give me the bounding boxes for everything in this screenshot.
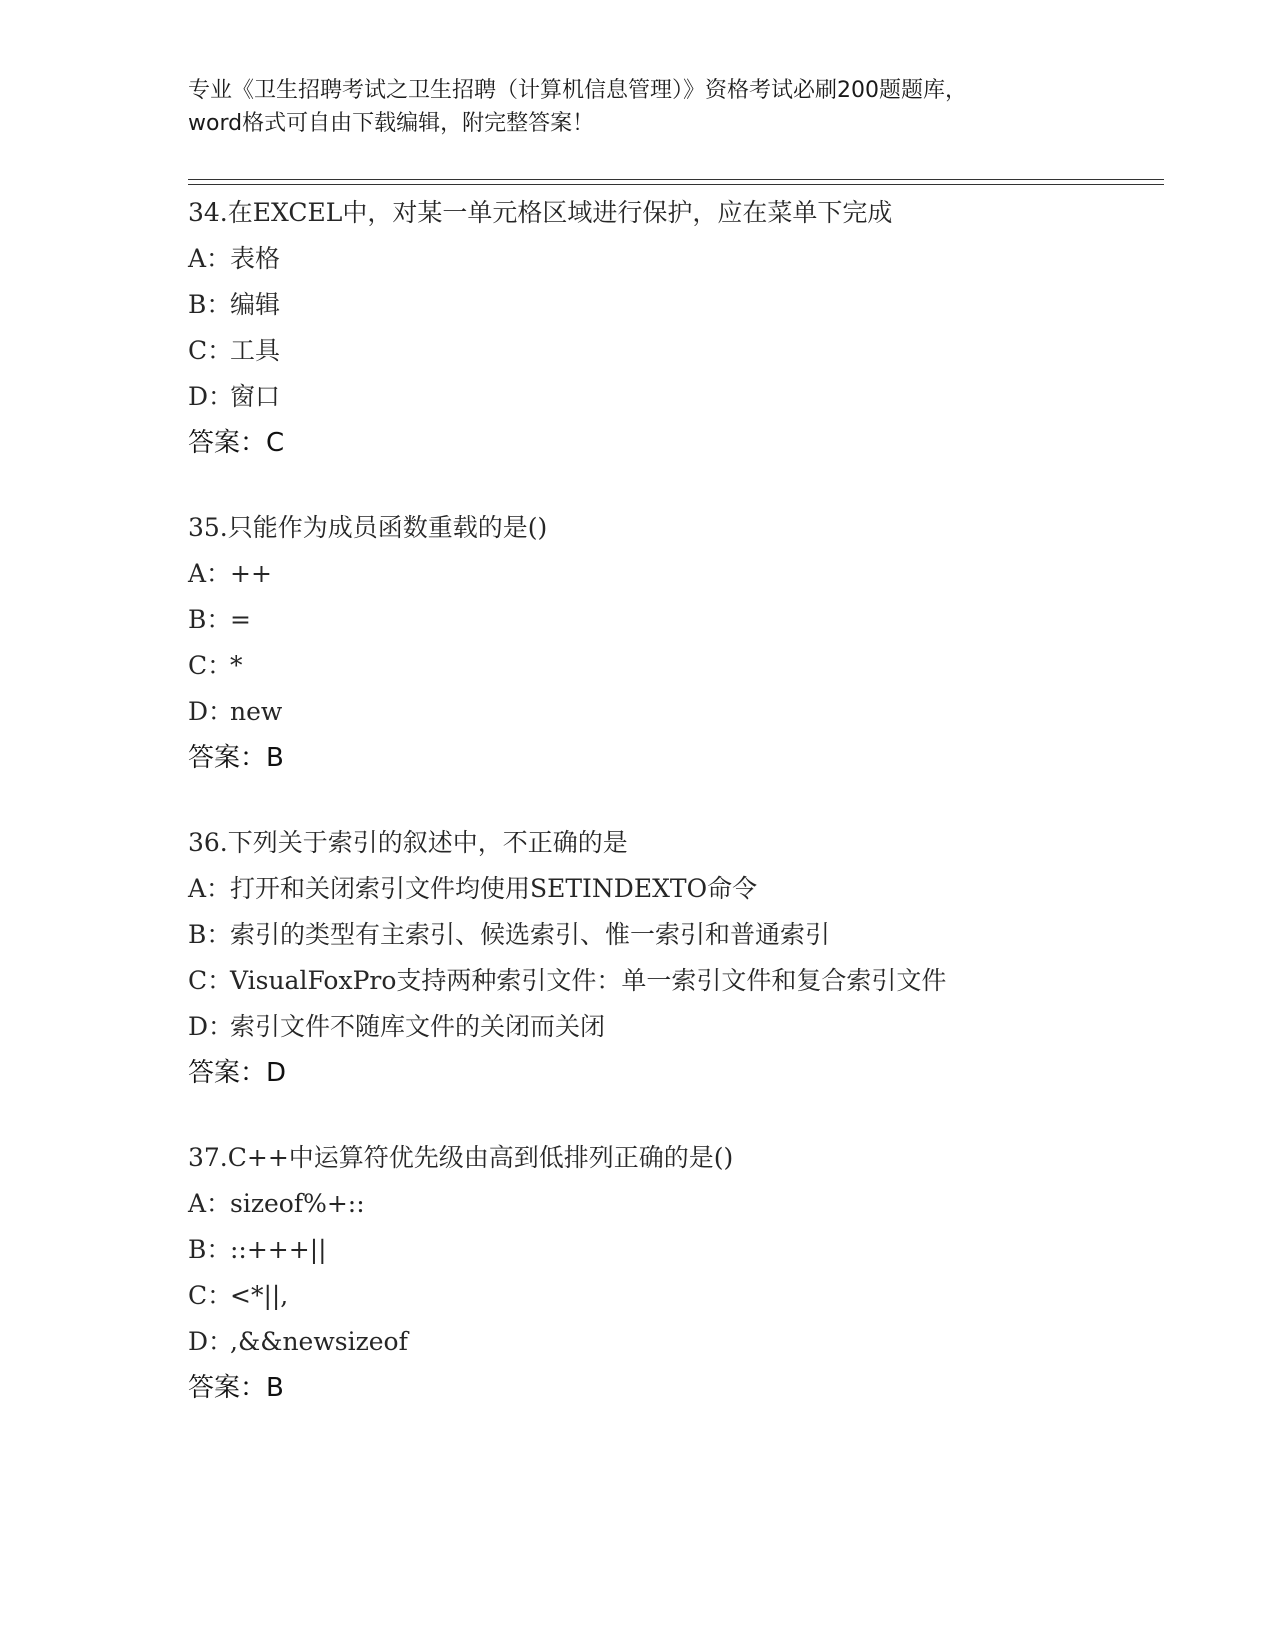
option-text: ++ xyxy=(230,559,272,588)
option-c xyxy=(188,958,1148,1004)
option-text: new xyxy=(230,697,283,726)
option-a xyxy=(188,551,1148,597)
option-b xyxy=(188,282,1148,328)
option-text: * xyxy=(230,651,243,680)
option-label: B： xyxy=(188,605,232,634)
answer-line: 答案：C xyxy=(188,428,285,458)
option-text: 工具 xyxy=(230,336,281,365)
option-text: = xyxy=(230,605,251,634)
question-stem: 36.下列关于索引的叙述中，不正确的是 xyxy=(188,828,628,857)
header-divider-top xyxy=(188,179,1164,180)
option-text: ,&&newsizeof xyxy=(230,1327,408,1356)
option-label: C： xyxy=(188,966,233,995)
header-divider-bottom xyxy=(188,184,1164,185)
option-c xyxy=(188,1273,1148,1319)
question-stem: 34.在EXCEL中，对某一单元格区域进行保护，应在菜单下完成 xyxy=(188,198,893,227)
option-text: VisualFoxPro支持两种索引文件：单一索引文件和复合索引文件 xyxy=(230,966,947,995)
option-text: 索引的类型有主索引、候选索引、惟一索引和普通索引 xyxy=(230,920,831,949)
option-label: A： xyxy=(188,244,232,273)
option-c xyxy=(188,643,1148,689)
question-37 xyxy=(188,1135,1148,1411)
answer-line: 答案：D xyxy=(188,1058,287,1088)
option-label: D： xyxy=(188,697,234,726)
option-c xyxy=(188,328,1148,374)
option-a xyxy=(188,866,1148,912)
option-label: C： xyxy=(188,651,233,680)
option-a xyxy=(188,1181,1148,1227)
answer-line: 答案：B xyxy=(188,743,284,773)
document-header xyxy=(188,74,1088,140)
option-text: <*||, xyxy=(230,1281,289,1310)
header-title-line-1: 专业《卫生招聘考试之卫生招聘（计算机信息管理）》资格考试必刷200题题库， xyxy=(188,78,967,103)
question-stem: 35.只能作为成员函数重载的是() xyxy=(188,513,548,542)
option-label: D： xyxy=(188,1327,234,1356)
option-a xyxy=(188,236,1148,282)
option-text: 窗口 xyxy=(230,382,281,411)
header-title-line-2: word格式可自由下载编辑，附完整答案！ xyxy=(188,111,595,136)
option-label: C： xyxy=(188,1281,233,1310)
option-b xyxy=(188,1227,1148,1273)
option-label: B： xyxy=(188,1235,232,1264)
question-36 xyxy=(188,820,1148,1096)
option-text: ::+++|| xyxy=(230,1235,327,1264)
option-label: D： xyxy=(188,1012,234,1041)
option-d xyxy=(188,1004,1148,1050)
option-label: A： xyxy=(188,874,232,903)
question-stem: 37.C++中运算符优先级由高到低排列正确的是() xyxy=(188,1143,734,1172)
option-label: B： xyxy=(188,920,232,949)
question-34 xyxy=(188,190,1148,466)
option-label: C： xyxy=(188,336,233,365)
option-text: 打开和关闭索引文件均使用SETINDEXTO命令 xyxy=(230,874,758,903)
option-text: 索引文件不随库文件的关闭而关闭 xyxy=(230,1012,606,1041)
option-b xyxy=(188,912,1148,958)
option-d xyxy=(188,1319,1148,1365)
option-d xyxy=(188,689,1148,735)
option-label: A： xyxy=(188,559,232,588)
option-text: 编辑 xyxy=(230,290,281,319)
option-label: D： xyxy=(188,382,234,411)
option-b xyxy=(188,597,1148,643)
option-d xyxy=(188,374,1148,420)
option-label: A： xyxy=(188,1189,232,1218)
option-text: 表格 xyxy=(230,244,281,273)
question-35 xyxy=(188,505,1148,781)
option-text: sizeof%+:: xyxy=(230,1189,365,1218)
answer-line: 答案：B xyxy=(188,1373,284,1403)
option-label: B： xyxy=(188,290,232,319)
